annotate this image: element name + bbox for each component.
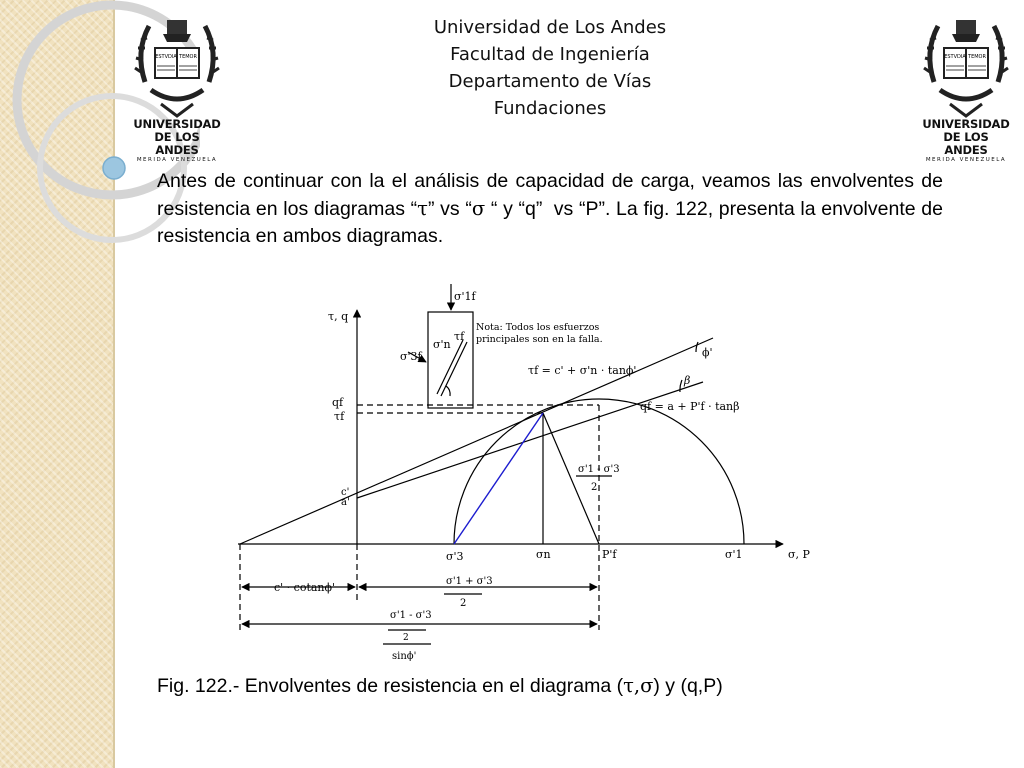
phi-label: ϕ'	[702, 346, 713, 359]
q-equation: qf = a + P'f · tanβ	[640, 400, 740, 413]
radius-denominator: 2	[591, 482, 598, 493]
book-text-right: TEMOR	[179, 54, 197, 60]
tau-f-box-label: τf	[454, 330, 465, 343]
caption-text-2: ) y (q,P)	[653, 675, 723, 697]
caption-symbols: τ,σ	[623, 674, 654, 697]
body-paragraph	[157, 168, 949, 250]
paragraph-text-3: “ y “q” vs “P”. La fig. 122, presenta la envolvente de resistencia en ambos diagramas.	[157, 198, 949, 247]
radius-line	[543, 413, 599, 544]
logo-sub: MERIDA VENEZUELA	[136, 157, 218, 163]
center-numerator: σ'1 + σ'3	[446, 576, 493, 587]
header-department: Departamento de Vías	[448, 71, 652, 92]
logo-name-line2: DE LOS ANDES	[943, 130, 989, 157]
phi-arc	[696, 342, 698, 352]
big-numerator: σ'1 - σ'3	[390, 610, 432, 621]
caption-text-1: Fig. 122.- Envolventes de resistencia en el diagrama (	[157, 675, 624, 697]
decorative-side-strip	[0, 0, 113, 768]
paragraph-text-1: Antes de continuar con la el análisis de capacidad de carga, veamos las envolventes de resistencia en los diagramas “	[157, 170, 949, 220]
failure-envelope-diagram	[228, 282, 828, 667]
strip-edge	[113, 0, 115, 768]
pf-label: P'f	[602, 548, 617, 561]
logo-name-line2: DE LOS ANDES	[154, 130, 200, 157]
logo-name-line1: UNIVERSIDAD	[133, 117, 221, 131]
header-course: Fundaciones	[493, 98, 607, 119]
big-numerator-den: 2	[403, 633, 409, 643]
a-prime-label: a'	[341, 497, 350, 508]
big-denominator: sinϕ'	[392, 651, 417, 662]
beta-arc	[680, 380, 682, 392]
paragraph-text-2: ” vs “	[427, 198, 472, 220]
note-line2: principales son en la falla.	[476, 334, 603, 345]
beta-label: β	[684, 374, 691, 387]
c-prime-label: c'	[341, 487, 350, 498]
university-logo-right	[920, 12, 1012, 163]
header-faculty: Facultad de Ingeniería	[450, 44, 650, 65]
tau-envelope-line	[240, 338, 713, 544]
slide-header	[290, 14, 810, 122]
sigma3f-label: σ'3f	[400, 350, 422, 363]
tau-equation: τf = c' + σ'n · tanϕ'	[528, 364, 637, 377]
crest-icon	[131, 12, 223, 118]
figure-caption	[157, 674, 723, 698]
logo-sub: MERIDA VENEZUELA	[925, 157, 1007, 163]
angle-arc-box	[446, 386, 450, 396]
crest-icon	[920, 12, 1012, 118]
sigma1-label: σ'1	[725, 548, 743, 561]
header-university: Universidad de Los Andes	[433, 17, 667, 38]
tauf-label: τf	[334, 410, 345, 423]
book-text-left: ESTVDIA	[155, 54, 177, 60]
qf-label: qf	[332, 396, 344, 409]
sigma1f-label: σ'1f	[454, 290, 476, 303]
tau-symbol: τ	[417, 197, 428, 220]
sigma-n-label: σn	[536, 548, 551, 561]
note-line1: Nota: Todos los esfuerzos	[476, 322, 600, 333]
sigma-symbol: σ	[471, 197, 486, 220]
university-logo-left	[131, 12, 223, 163]
y-axis-label: τ, q	[328, 310, 349, 323]
book-text-left: ESTVDIA	[944, 54, 966, 60]
logo-name-line1: UNIVERSIDAD	[922, 117, 1010, 131]
sigma3-label: σ'3	[446, 550, 464, 563]
c-cot-label: c' · cotanϕ'	[274, 581, 336, 594]
center-denominator: 2	[460, 598, 467, 609]
book-text-right: TEMOR	[968, 54, 986, 60]
radius-numerator: σ'1 - σ'3	[578, 464, 620, 475]
x-axis-label: σ, P	[788, 548, 810, 561]
pole-chord-line	[454, 413, 543, 544]
sigma-n-box-label: σ'n	[433, 338, 451, 351]
